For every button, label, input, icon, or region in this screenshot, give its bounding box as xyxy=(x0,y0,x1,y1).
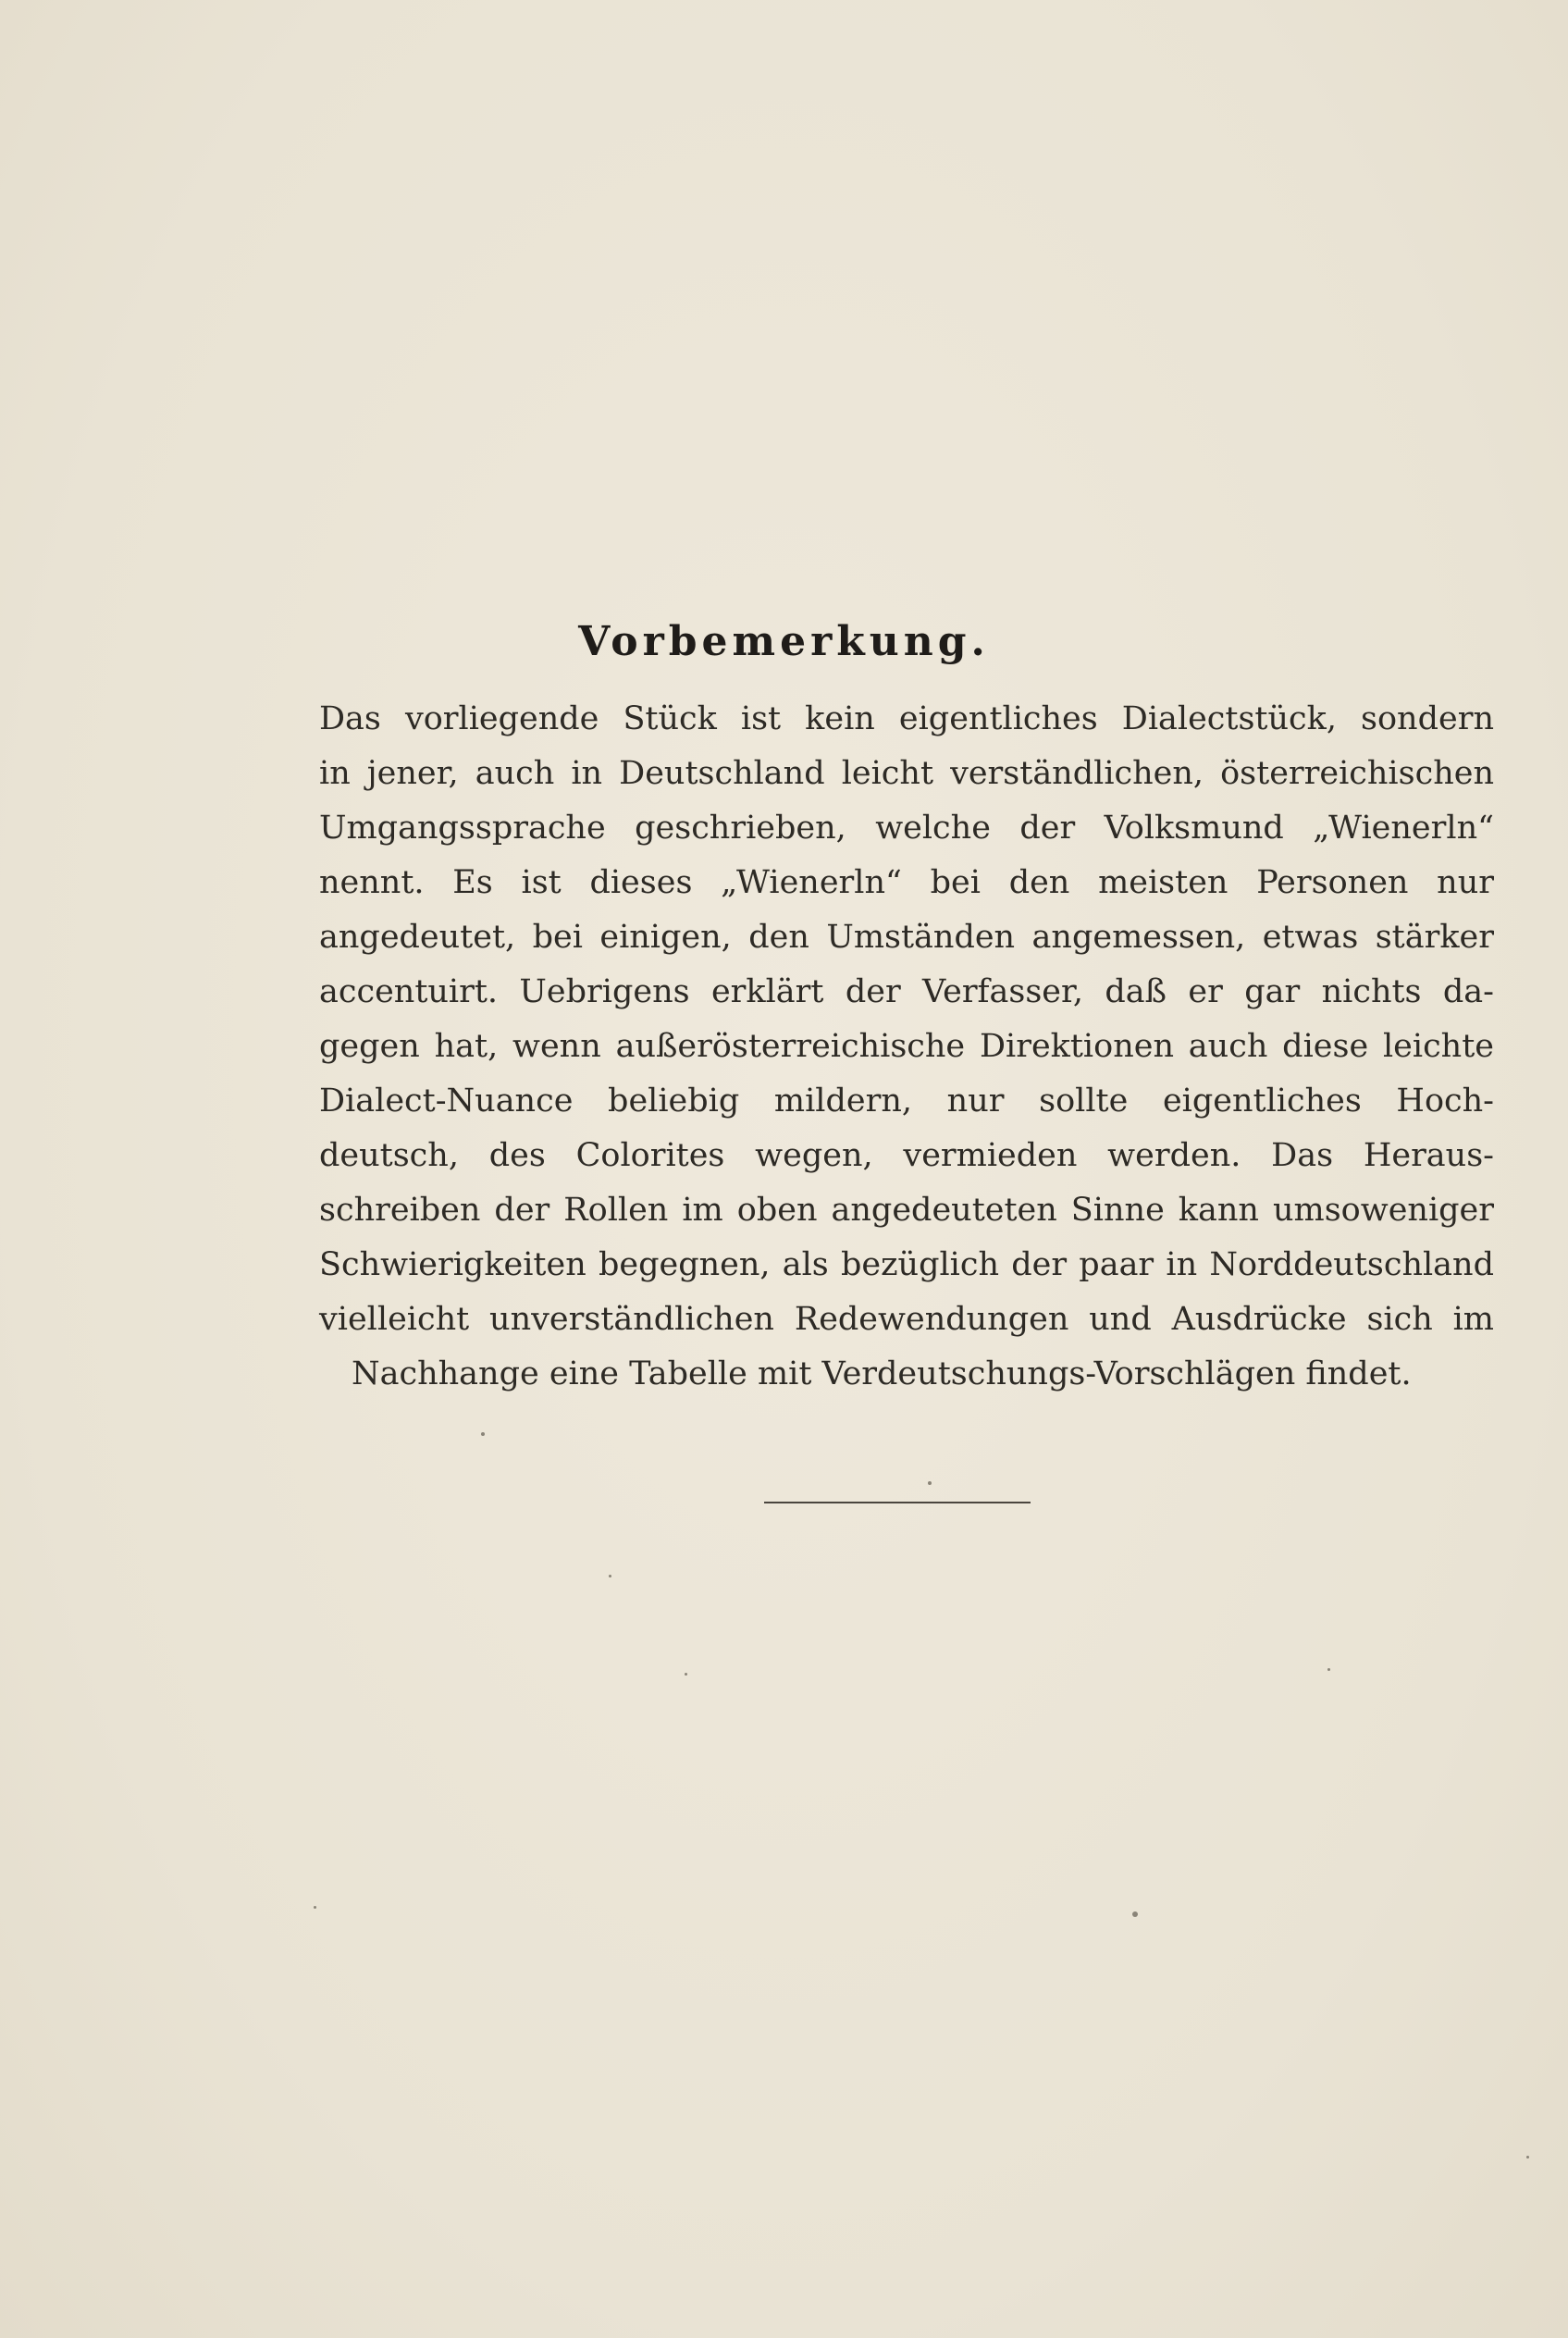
page-heading: Vorbemerkung. xyxy=(578,618,990,665)
paragraph-line: gegen hat, wenn außerösterreichische Direktionen auch diese leichte xyxy=(319,1028,1494,1065)
paper-speck xyxy=(1327,1668,1330,1671)
paper-speck xyxy=(685,1673,687,1676)
paper-speck xyxy=(1526,2156,1529,2159)
paper-speck xyxy=(314,1906,316,1909)
paragraph-line: deutsch, des Colorites wegen, vermieden werden. Das Heraus- xyxy=(319,1137,1494,1174)
paper-speck xyxy=(928,1481,932,1485)
paper-speck xyxy=(481,1432,485,1436)
paragraph-line-last: Nachhange eine Tabelle mit Verdeutschungs-Vorschlägen findet. xyxy=(352,1355,1412,1392)
paragraph-line: schreiben der Rollen im oben angedeuteten Sinne kann umsoweniger xyxy=(319,1192,1494,1229)
paragraph-line: Das vorliegende Stück ist kein eigentliches Dialectstück, sondern xyxy=(319,700,1494,737)
paragraph-line: Schwierigkeiten begegnen, als bezüglich der paar in Norddeutschland xyxy=(319,1246,1494,1283)
paragraph-line: in jener, auch in Deutschland leicht verständlichen, österreichischen xyxy=(319,755,1494,792)
paper-speck xyxy=(1132,1911,1138,1917)
section-divider xyxy=(764,1502,1031,1503)
preface-paragraph xyxy=(319,692,1494,1402)
paragraph-line: vielleicht unverständlichen Redewendungen und Ausdrücke sich im xyxy=(319,1301,1494,1338)
paragraph-line: accentuirt. Uebrigens erklärt der Verfasser, daß er gar nichts da- xyxy=(319,973,1494,1010)
paragraph-line: Dialect-Nuance beliebig mildern, nur sollte eigentliches Hoch- xyxy=(319,1082,1494,1120)
paper-speck xyxy=(609,1575,611,1577)
paragraph-line: angedeutet, bei einigen, den Umständen angemessen, etwas stärker xyxy=(319,919,1494,956)
paragraph-line: Umgangssprache geschrieben, welche der Volksmund „Wienerln“ xyxy=(319,810,1494,847)
paragraph-line: nennt. Es ist dieses „Wienerln“ bei den meisten Personen nur xyxy=(319,864,1494,901)
